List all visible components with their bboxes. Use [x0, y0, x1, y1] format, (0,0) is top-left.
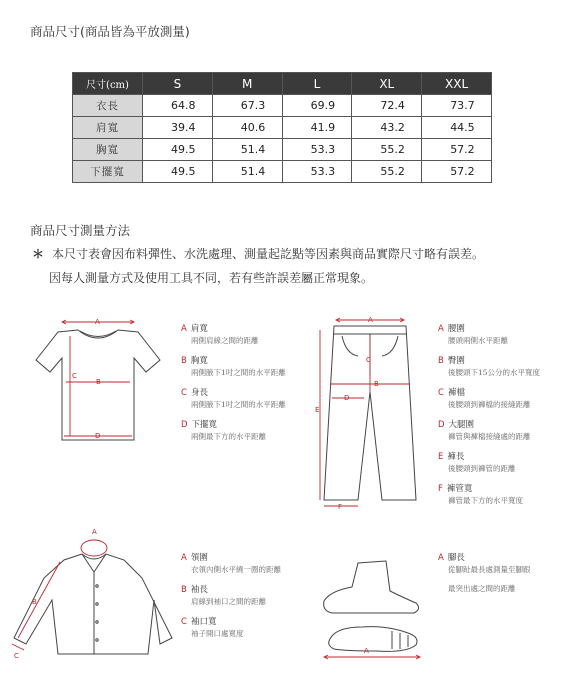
legend-title: 大腿圍: [448, 420, 475, 430]
table-cell: 44.5: [422, 117, 492, 139]
shirt-label-c: C: [14, 652, 19, 660]
note-star: ＊: [32, 247, 45, 261]
legend-desc: 衣領內側水平繞一圈的距離: [191, 565, 281, 574]
pants-label-e: E: [315, 406, 320, 414]
row-label: 衣長: [73, 95, 143, 117]
table-cell: 55.2: [352, 139, 422, 161]
table-cell: 51.4: [212, 139, 282, 161]
table-cell: 40.6: [212, 117, 282, 139]
size-table-title: 商品尺寸(商品皆為平放測量): [30, 24, 190, 39]
note-text-1: 本尺寸表會因布料彈性、水洗處理、測量起訖點等因素與商品實際尺寸略有誤差。: [52, 247, 485, 261]
shirt-label-a: A: [92, 528, 97, 536]
table-cell: 57.2: [422, 161, 492, 183]
legend-desc: 腰頭兩側水平距離: [448, 336, 508, 345]
pants-legend: [438, 322, 540, 514]
size-header: M: [212, 73, 282, 95]
legend-desc: 後腰頭到褲管的距離: [448, 464, 516, 473]
table-cell: 72.4: [352, 95, 422, 117]
legend-letter: A: [438, 324, 444, 334]
legend-item: [181, 322, 286, 346]
legend-desc: 從腳趾最長處測量至腳跟: [448, 565, 531, 574]
table-row: [73, 117, 492, 139]
legend-item: [181, 418, 286, 442]
legend-desc: 兩側肩線之間的距離: [191, 336, 259, 345]
legend-letter: C: [181, 617, 187, 627]
pants-diagram: [312, 312, 427, 512]
legend-title: 袖口寬: [190, 617, 217, 627]
size-table: [72, 72, 492, 183]
legend-letter: A: [181, 324, 187, 334]
table-cell: 67.3: [212, 95, 282, 117]
row-label: 下擺寬: [73, 161, 143, 183]
table-cell: 69.9: [282, 95, 352, 117]
legend-desc: 兩側最下方的水平距離: [191, 432, 266, 441]
legend-letter: A: [181, 553, 187, 563]
legend-letter: C: [181, 388, 187, 398]
table-cell: 73.7: [422, 95, 492, 117]
legend-letter: B: [181, 356, 187, 366]
legend-desc: 褲管最下方的水平寬度: [448, 496, 523, 505]
table-row: [73, 95, 492, 117]
legend-item: [438, 450, 540, 474]
pants-label-b: B: [374, 380, 379, 388]
legend-letter: B: [438, 356, 444, 366]
legend-item: [438, 354, 540, 378]
pants-label-c: C: [366, 356, 371, 364]
legend-title: 領圍: [190, 553, 208, 563]
table-cell: 41.9: [282, 117, 352, 139]
legend-desc: 後腰頭下15公分的水平寬度: [448, 368, 541, 377]
foot-label-a: A: [364, 647, 369, 655]
shirt-label-b: B: [32, 598, 37, 606]
legend-letter: A: [438, 553, 444, 563]
shirt-diagram: [8, 520, 178, 660]
pants-label-a: A: [368, 316, 373, 324]
legend-letter: F: [438, 484, 443, 494]
legend-title: 肩寬: [190, 324, 208, 334]
legend-title: 褲長: [447, 452, 465, 462]
table-row: [73, 161, 492, 183]
table-cell: 39.4: [143, 117, 213, 139]
pants-label-d: D: [344, 394, 350, 402]
legend-title: 褲管寬: [446, 484, 473, 494]
legend-letter: E: [438, 452, 444, 462]
legend-item: [181, 551, 281, 575]
legend-letter: D: [181, 420, 188, 430]
legend-title: 胸寬: [190, 356, 208, 366]
legend-title: 腰圍: [447, 324, 465, 334]
table-cell: 55.2: [352, 161, 422, 183]
size-header: L: [282, 73, 352, 95]
legend-title: 身長: [190, 388, 208, 398]
legend-desc: 兩側腋下1吋之間的水平距離: [191, 368, 286, 377]
legend-desc: 肩線到袖口之間的距離: [191, 597, 266, 606]
tshirt-label-a: A: [95, 318, 100, 326]
tshirt-legend: [181, 322, 286, 450]
legend-item: [438, 322, 540, 346]
pants-label-f: F: [338, 503, 343, 511]
size-table-header-row: [73, 73, 492, 95]
size-header: XL: [352, 73, 422, 95]
shirt-legend: [181, 551, 281, 647]
row-label: 胸寬: [73, 139, 143, 161]
size-header: XXL: [422, 73, 492, 95]
size-header: S: [143, 73, 213, 95]
table-cell: 57.2: [422, 139, 492, 161]
legend-title: 臀圍: [447, 356, 465, 366]
note-line-1: [32, 245, 484, 262]
row-label: 肩寬: [73, 117, 143, 139]
legend-item: [438, 482, 540, 506]
table-cell: 51.4: [212, 161, 282, 183]
foot-diagram: [316, 555, 426, 665]
table-cell: 53.3: [282, 161, 352, 183]
legend-desc: 兩側腋下1吋之間的水平距離: [191, 400, 286, 409]
legend-item: [438, 551, 531, 594]
table-cell: 53.3: [282, 139, 352, 161]
foot-legend: [438, 551, 531, 602]
legend-title: 褲檔: [447, 388, 465, 398]
tshirt-label-d: D: [95, 432, 101, 440]
size-table-unit-header: 尺寸(cm): [73, 73, 143, 95]
tshirt-diagram: [28, 312, 168, 447]
legend-title: 腳長: [447, 553, 465, 563]
legend-letter: C: [438, 388, 444, 398]
legend-letter: D: [438, 420, 445, 430]
legend-item: [181, 615, 281, 639]
table-cell: 49.5: [143, 139, 213, 161]
table-row: [73, 139, 492, 161]
legend-item: [181, 386, 286, 410]
tshirt-label-b: B: [96, 378, 101, 386]
legend-desc: 最突出處之間的距離: [448, 584, 516, 593]
measure-method-title: 商品尺寸測量方法: [30, 223, 131, 238]
legend-item: [438, 418, 540, 442]
table-cell: 49.5: [143, 161, 213, 183]
legend-item: [181, 354, 286, 378]
legend-item: [181, 583, 281, 607]
legend-title: 袖長: [190, 585, 208, 595]
legend-item: [438, 386, 540, 410]
table-cell: 43.2: [352, 117, 422, 139]
legend-letter: B: [181, 585, 187, 595]
tshirt-label-c: C: [72, 372, 77, 380]
legend-desc: 袖子開口處寬度: [191, 629, 244, 638]
table-cell: 64.8: [143, 95, 213, 117]
legend-desc: 褲管與褲檔接縫處的距離: [448, 432, 531, 441]
legend-desc: 後腰頭到褲檔的接縫距離: [448, 400, 531, 409]
note-line-2: 因每人測量方式及使用工具不同，若有些許誤差屬正常現象。: [49, 271, 374, 285]
legend-title: 下擺寬: [191, 420, 218, 430]
